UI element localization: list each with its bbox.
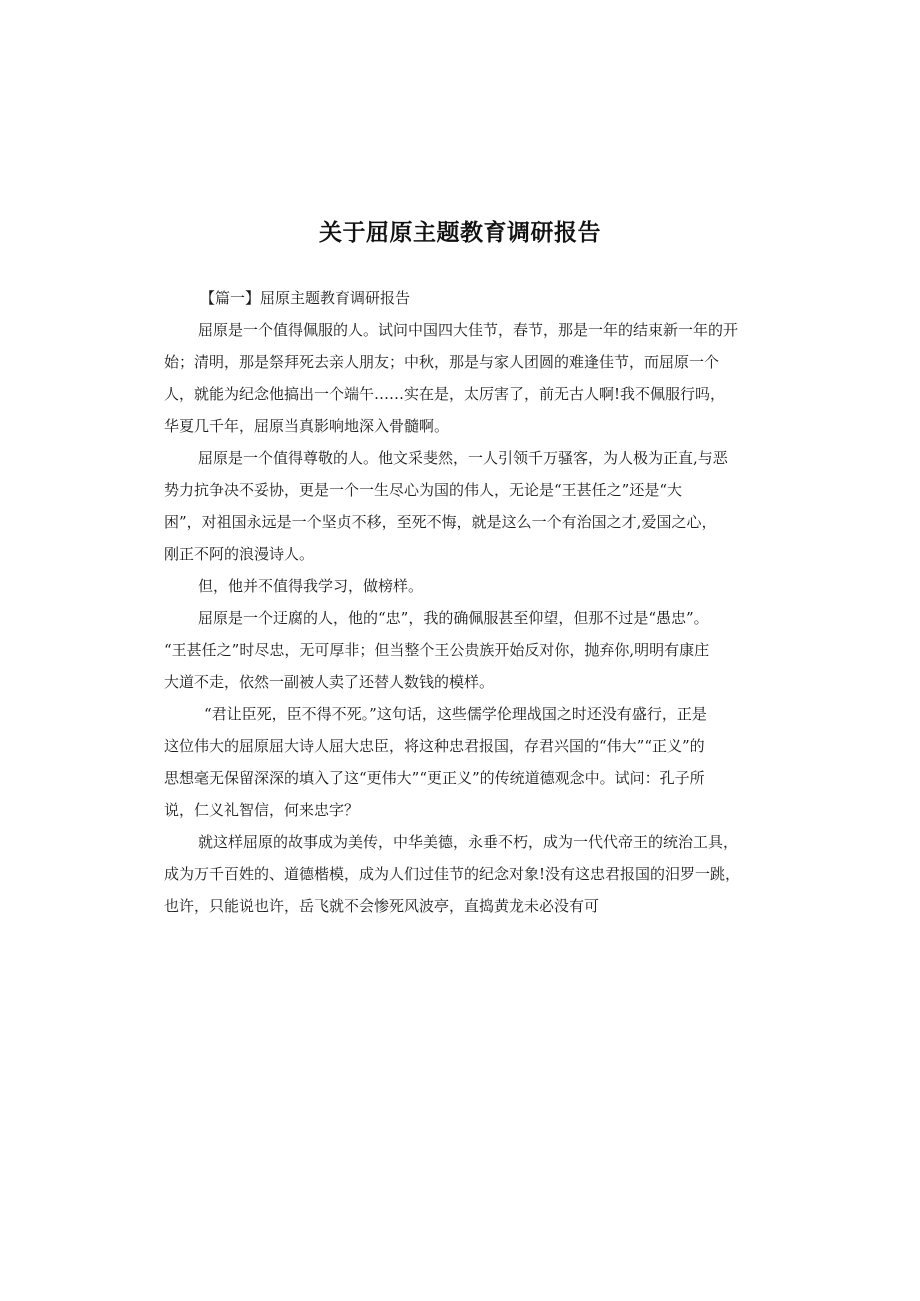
paragraph-3 [164,570,752,602]
paragraph-2 [164,442,752,570]
paragraph-5 [164,698,752,826]
paragraph-line: 思想毫无保留深深的填入了这“更伟大”“更正义”的传统道德观念中。试问：孔子所 [164,769,705,787]
paragraph-6 [164,826,752,922]
document-body [164,282,752,922]
paragraph-line: 势力抗争决不妥协，更是一个一生尽心为国的伟人，无论是“王甚任之”还是“大 [164,481,683,499]
document-title: 关于屈原主题教育调研报告 [319,220,601,246]
section-heading: 【篇一】屈原主题教育调研报告 [200,289,411,307]
paragraph-line: 屈原是一个值得佩服的人。试问中国四大佳节，春节，那是一年的结束新一年的开 [198,321,739,339]
paragraph-line: 困”，对祖国永远是一个坚贞不移，至死不悔，就是这么一个有治国之才,爱国之心， [164,513,717,531]
paragraph-line: 这位伟大的屈原屈大诗人屈大忠臣，将这种忠君报国，存君兴国的“伟大”“正义”的 [164,737,705,755]
paragraph-line: “王甚任之”时尽忠，无可厚非；但当整个王公贵族开始反对你，抛弃你,明明有康庄 [164,641,710,659]
paragraph-line: 屈原是一个值得尊敬的人。他文采斐然，一人引领千万骚客，为人极为正直,与恶 [198,449,728,467]
paragraph-line: 大道不走，依然一副被人卖了还替人数钱的模样。 [164,673,495,691]
paragraph-1 [164,314,752,442]
paragraph-4 [164,602,752,698]
paragraph-line: “君让臣死，臣不得不死。”这句话，这些儒学伦理战国之时还没有盛行，正是 [204,705,707,723]
paragraph-line: 刚正不阿的浪漫诗人。 [164,545,315,563]
paragraph-line: 华夏几千年，屈原当真影响地深入骨髓啊。 [164,417,450,435]
paragraph-line: 屈原是一个迂腐的人，他的“忠”，我的确佩服甚至仰望，但那不过是“愚忠”。 [198,609,709,627]
paragraph-line: 也许，只能说也许，岳飞就不会惨死风波亭，直捣黄龙未必没有可 [164,897,600,915]
paragraph-line: 但，他并不值得我学习，做榜样。 [198,577,424,595]
paragraph-line: 说，仁义礼智信，何来忠字？ [164,801,360,819]
paragraph-line: 成为万千百姓的、道德楷模，成为人们过佳节的纪念对象!没有这忠君报国的汨罗一跳， [164,865,741,883]
paragraph-line: 就这样屈原的故事成为美传，中华美德，永垂不朽，成为一代代帝王的统治工具， [198,833,739,851]
paragraph-line: 始；清明，那是祭拜死去亲人朋友；中秋，那是与家人团圆的难逢佳节，而屈原一个 [164,353,720,371]
paragraph-line: 人，就能为纪念他搞出一个端午……实在是，太厉害了，前无古人啊!我不佩服行吗， [164,385,726,403]
